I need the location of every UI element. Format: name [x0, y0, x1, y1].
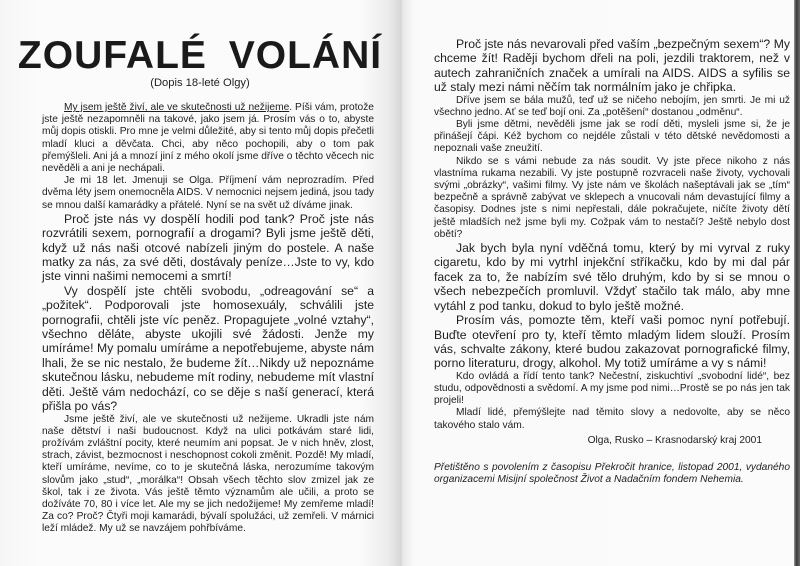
paragraph: Kdo ovládá a řídí tento tank? Nečestní, ziskuchtiví „svobodní lidé“, bez studu, odpovědnosti a svědomí. A my jsme pod nimi…Prostě se po nás jen tak projeli!: [434, 370, 790, 407]
page-title: ZOUFALÉ VOLÁNÍ: [17, 34, 383, 77]
paragraph: Proč jste nás nevarovali před vaším „bezpečným sexem“? My chceme žít! Raději bychom dřeli na poli, jezdili traktorem, než v autech zahraničních značek a umírali na AIDS. AIDS a syfilis se už staly mezi námi něčím tak normálním jako je chřipka.: [434, 37, 790, 95]
paragraph: Jak bych byla nyní vděčná tomu, který by mi vyrval z ruky cigaretu, kdo by mi vytrhl injekční stříkačku, kdo by mi dal pár facek za to, že nabízím své tělo druhým, kdo by si se mnou o všech nebezpečích promluvil. Vždyť stačilo tak málo, aby mne vytáhl z pod tanku, dokud to bylo ještě možné.: [434, 241, 790, 313]
page-subtitle: (Dopis 18-leté Olgy): [150, 77, 250, 89]
left-column: [42, 102, 374, 536]
paragraph: Mladí lidé, přemýšlejte nad těmito slovy a nedovolte, aby se něco takového stalo vám.: [434, 407, 790, 431]
right-page: [402, 0, 794, 566]
signature: Olga, Rusko – Krasnodarský kraj 2001: [587, 434, 762, 446]
paragraph-intro: [42, 102, 374, 175]
right-column: [402, 37, 790, 486]
paragraph: Byli jsme dětmi, nevěděli jsme jak se rodí děti, mysleli jsme si, že je přinášejí čápi. Kéž bychom co nejdéle zůstali v této dětské nevědomosti a nepoznali vaše zneužití.: [434, 119, 790, 155]
paragraph: Jsme ještě živí, ale ve skutečnosti už nežijeme. Ukradli jste nám naše dětství i naši budoucnost. Když na ulici potkávám staré lidi, prožívám zvláštní pocity, které neumím ani popsat. Je v nich hněv, zlost, strach, závist, bezmocnost i neschopnost cokoli změnit. Pozdě! My mladí, kteří umíráme, nevíme, co to je skutečná láska, nerozumíme takovým slovům jako „stud“, „morálka“! Obsah všech těchto slov zmizel jak ze škol, tak i ze života. Vás ještě těmto významům ale učili, a proto se dožíváte 70, 80 i více let. Ale my se jich nedožijeme! My zemřeme mladí! Za co? Proč? Čtyři moji kamarádi, bývalí spolužáci, už zemřeli. V márnici leží mládež. My už se navzájem pohřbíváme.: [42, 413, 374, 535]
paragraph: Proč jste nás vy dospělí hodili pod tank? Proč jste nás rozvrátili sexem, pornografií a drogami? Byli jsme ještě děti, když už nás naši otcové nabízeli jiným do postele. A naše matky za nás, za své děti, dostávaly peníze…Jste to vy, kdo jste vinni našimi nemocemi a smrtí!: [42, 211, 374, 284]
underlined-opening: My jsem ještě živí, ale ve skutečnosti už nežijeme: [64, 102, 290, 113]
paragraph: Vy dospělí jste chtěli svobodu, „odreagování se“ a „požitek“. Podporovali jste homosexuály, schválili jste pornografii, chtěli jste víc peněz. Propagujete „volné vztahy“, všechno děláte, abyste ukojili své žádosti. Jenže my umíráme! My pomalu umíráme a nepotřebujeme, abyste nám lhali, že se nic nestalo, že budeme žít…Nikdy už nepoznáme skutečnou lásku, nebudeme mít rodiny, nebudeme mít vlastní děti. Ještě vám nedochází, co se děje s naší generací, která přišla po vás?: [42, 283, 374, 414]
paragraph-text: . Píši vám, protože jste ještě nezapomněli na takové, jako jsem já. Prosím vás o to, abyste můj dopis otiskli. Pro mne je velmi důležité, aby si tento můj dopis přečetli mladí kluci a děvčata. Chci, aby něco pochopili, aby o tom pak přemýšleli. Ani já a mnozí jiní z mého okolí jsme dříve o těchto věcech nic nevěděli a ani je nechápali.: [42, 102, 374, 175]
reprint-credit: Přetištěno s povolením z časopisu Překročit hranice, listopad 2001, vydaného organizacemi Misijní společnost Život a Nadačním fondem Nehemia.: [434, 461, 790, 486]
paragraph: Nikdo se s vámi nebude za nás soudit. Vy jste přece nikoho z nás vlastníma rukama nezabili. Vy jste postupně rozvraceli naše životy, vychovali svými „obrázky“, vašimi filmy. Vy jste nám ve školách našeptávali jak se „tím“ bezpečně a správně zabývat ve sklepech a vnucovali nám devastující filmy a časopisy. Dodnes jste s nimi nepřestali, dále pokračujete, ničíte životy dětí ještě mladších než jsme byli my. Cožpak vám to nestačí? Ještě nebylo dost obětí?: [434, 155, 790, 240]
paragraph: Je mi 18 let. Jmenuji se Olga. Příjmení vám neprozradím. Před dvěma léty jsem onemocněla AIDS. V nemocnici nejsem jediná, jsou tady se mnou další kamarádky a přátelé. Nyní se na svět už díváme jinak.: [42, 175, 374, 211]
paragraph: Prosím vás, pomozte těm, kteří vaši pomoc nyní potřebují. Buďte otevření pro ty, kteří těmto mladým lidem slouží. Prosím vás, schvalte zákony, které budou zakazovat pornografické filmy, porno literaturu, drogy, alkohol. My totiž umíráme a vy s námi!: [434, 313, 790, 371]
paragraph: Dříve jsem se bála mužů, teď už se ničeho nebojím, jen smrti. Je mi už všechno jedno. Ať se teď bojí oni. Za „potěšení“ dostanou „odměnu“.: [434, 94, 790, 118]
binding-edge: [794, 0, 800, 566]
